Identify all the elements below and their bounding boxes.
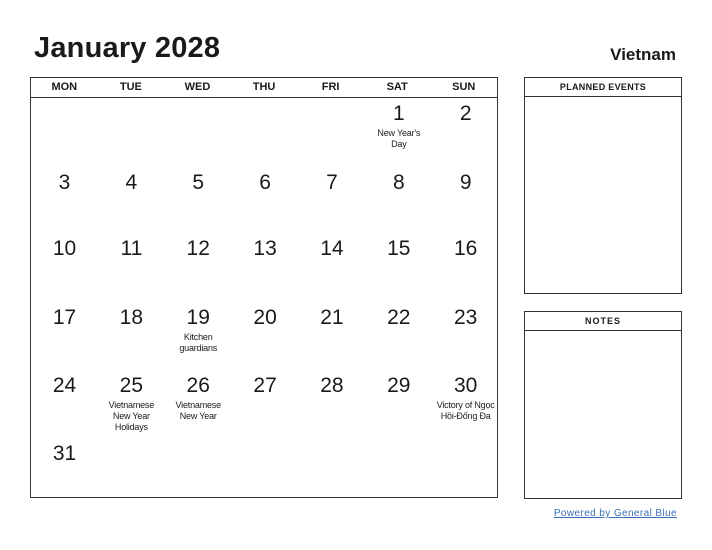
day-number: 19 [186,306,210,329]
holiday-label: Vietnamese New Year Holidays [108,400,155,432]
day-cell [165,237,232,261]
weekday-sat: SAT [386,81,408,93]
weekday-header [31,78,497,98]
day-number: 21 [320,306,344,329]
day-number: 23 [453,306,478,329]
day-cell [31,442,98,466]
day-cell [165,374,232,422]
day-cell [98,306,165,330]
day-cell [98,237,165,261]
calendar-grid [30,77,498,498]
day-cell [365,237,432,261]
day-cell [432,374,499,422]
day-cell [232,374,299,398]
day-number: 4 [125,171,138,194]
notes-heading: NOTES [525,312,681,331]
notes-panel [524,311,682,499]
day-cell [165,306,232,354]
planned-events-panel [524,77,682,294]
day-cell [232,306,299,330]
day-number: 6 [259,171,271,194]
country-label: Vietnam [610,45,676,64]
day-cell [165,171,232,195]
day-cell [298,171,365,195]
day-number: 14 [320,237,344,260]
weekday-mon: MON [51,81,78,93]
day-cell [432,102,499,126]
day-cell [298,306,365,330]
day-number: 2 [459,102,472,125]
day-cell [232,237,299,261]
day-number: 10 [52,237,77,260]
day-number: 28 [320,374,344,397]
day-cell [31,374,98,398]
day-number: 20 [253,306,277,329]
day-number: 11 [120,237,143,260]
day-number: 31 [52,442,77,465]
holiday-label: New Year's Day [377,128,421,149]
day-number: 13 [253,237,277,260]
day-cell [31,306,98,330]
weekday-wed: WED [184,81,211,93]
day-number: 15 [387,237,411,260]
weekday-tue: TUE [119,81,142,93]
day-number: 8 [392,171,405,194]
day-number: 30 [453,374,478,397]
weekday-thu: THU [252,81,276,93]
day-cell [365,374,432,398]
page-title: January 2028 [34,32,221,64]
day-number: 29 [387,374,411,397]
holiday-label: Victory of Ngọc Hồi-Đống Đa [436,400,495,421]
day-number: 5 [192,171,205,194]
holiday-label: Vietnamese New Year [175,400,221,421]
day-number: 27 [253,374,277,397]
planned-events-heading: PLANNED EVENTS [525,78,681,97]
weekday-sun: SUN [452,81,476,93]
day-cell [365,171,432,195]
day-number: 17 [52,306,77,329]
day-cell [365,306,432,330]
day-number: 7 [326,171,338,194]
day-number: 3 [58,171,71,194]
day-number: 1 [392,102,405,125]
day-cell [365,102,432,150]
day-number: 25 [119,374,144,397]
day-cell [31,171,98,195]
day-number: 26 [186,374,210,397]
day-cell [232,171,299,195]
day-number: 18 [119,306,144,329]
day-cell [31,237,98,261]
powered-by-link[interactable]: Powered by General Blue [553,508,677,519]
day-number: 9 [459,171,472,194]
day-cell [98,171,165,195]
day-number: 16 [453,237,478,260]
day-cell [298,374,365,398]
day-cell [432,237,499,261]
day-cell [298,237,365,261]
holiday-label: Kitchen guardians [179,332,218,353]
day-number: 22 [387,306,411,329]
day-number: 12 [186,237,210,260]
day-cell [432,171,499,195]
weekday-fri: FRI [321,81,340,93]
day-number: 24 [52,374,77,397]
day-cell [432,306,499,330]
day-cell [98,374,165,433]
